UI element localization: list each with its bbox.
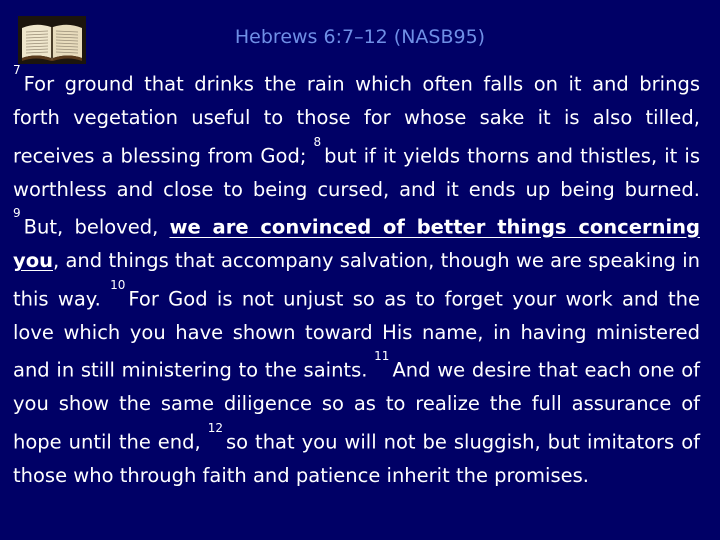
verse-text: For ground that drinks the rain which often falls on it and brings forth vegetation useful to those for whose sake it is also tilled, receives a blessing from God; (13, 72, 700, 167)
scripture-passage (13, 63, 700, 492)
verse-number: 7 (13, 63, 21, 77)
verse-text: But, beloved, (23, 215, 170, 239)
verse-text: but if it yields thorns and thistles, it is worthless and close to being cursed, and it ends up being burned. (13, 144, 700, 201)
emphasized-phrase: we are convinced of better things concerning you (13, 215, 700, 272)
verse-number: 10 (110, 277, 126, 292)
verse-number: 11 (374, 349, 390, 363)
verse-text: And we desire that each one of you show the same diligence so as to realize the full assurance of hope until the end, (13, 358, 700, 453)
verse-number: 12 (207, 420, 223, 435)
verse-text: For God is not unjust so as to forget your work and the love which you have shown toward His name, in having ministered and in still ministering to the saints. (13, 287, 700, 382)
open-bible-image (18, 16, 86, 64)
verse-number: 8 (313, 134, 322, 149)
verse-text: so that you will not be sluggish, but imitators of those who through faith and patience inherit the promises. (13, 430, 700, 487)
verse-number: 9 (13, 206, 21, 220)
verse-text: , and things that accompany salvation, though we are speaking in this way. (13, 249, 700, 310)
slide-title: Hebrews 6:7–12 (NASB95) (234, 26, 486, 48)
